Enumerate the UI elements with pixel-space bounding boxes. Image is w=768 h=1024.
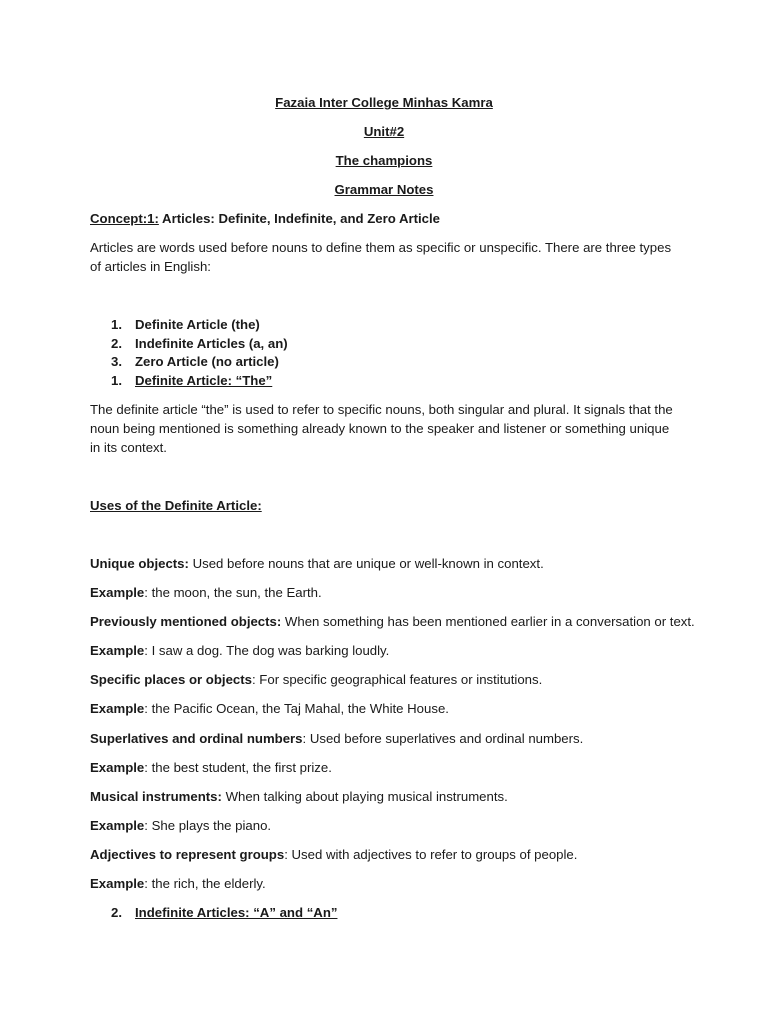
use-item: Specific places or objects: For specific geographical features or institutions. — [90, 672, 543, 687]
use-example: Example: the best student, the first prize. — [90, 760, 332, 775]
notes-title: Grammar Notes — [334, 182, 434, 197]
use-item: Adjectives to represent groups: Used with adjectives to refer to groups of people. — [90, 847, 578, 862]
use-item: Musical instruments: When talking about playing musical instruments. — [90, 789, 508, 804]
list-item: 3. Zero Article (no article) — [111, 354, 279, 369]
intro-paragraph: Articles are words used before nouns to define them as specific or unspecific. There are three types of articles in English: — [90, 240, 672, 274]
list-item: 1. Definite Article (the) — [111, 317, 260, 332]
section-heading-indefinite: 2. Indefinite Articles: “A” and “An” — [111, 905, 338, 920]
unit-title: Unit#2 — [363, 124, 405, 139]
concept-label: Concept:1: — [90, 211, 159, 226]
use-example: Example: the rich, the elderly. — [90, 876, 266, 891]
section-heading-definite: 1. Definite Article: “The” — [111, 373, 273, 388]
use-item: Previously mentioned objects: When something has been mentioned earlier in a conversation or text. — [90, 614, 695, 629]
use-example: Example: I saw a dog. The dog was barking loudly. — [90, 643, 390, 658]
use-example: Example: the Pacific Ocean, the Taj Mahal, the White House. — [90, 701, 449, 716]
use-item: Superlatives and ordinal numbers: Used before superlatives and ordinal numbers. — [90, 731, 584, 746]
use-item: Unique objects: Used before nouns that are unique or well-known in context. — [90, 556, 544, 571]
school-title: Fazaia Inter College Minhas Kamra — [275, 95, 493, 110]
definite-description: The definite article “the” is used to refer to specific nouns, both singular and plural. It signals that the noun being mentioned is something already known to the speaker and listener or something unique in its context. — [90, 402, 673, 455]
use-example: Example: the moon, the sun, the Earth. — [90, 585, 322, 600]
chapter-title: The champions — [335, 153, 433, 168]
concept-title: Articles: Definite, Indefinite, and Zero Article — [158, 211, 441, 226]
concept-heading — [90, 209, 440, 228]
uses-heading: Uses of the Definite Article: — [90, 498, 262, 513]
use-example: Example: She plays the piano. — [90, 818, 272, 833]
list-item: 2. Indefinite Articles (a, an) — [111, 336, 288, 351]
